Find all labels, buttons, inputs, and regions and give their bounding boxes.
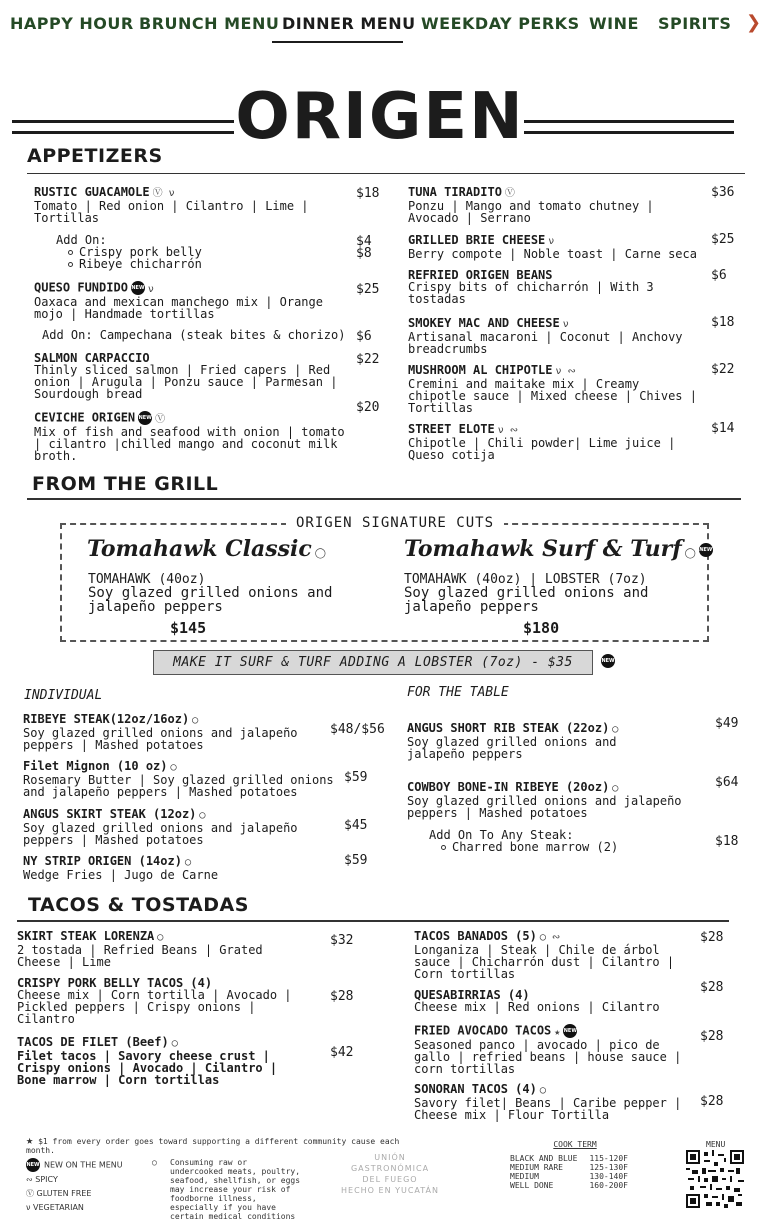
active-tab-underline (272, 41, 403, 43)
tomahawk-surf-desc: Soy glazed grilled onions and jalapeño peppers (404, 585, 649, 615)
new-badge-icon: NEW (26, 1158, 40, 1172)
surf-turf-banner: MAKE IT SURF & TURF ADDING A LOBSTER (7oz) - $35 (153, 650, 593, 675)
union-gastronomica-stamp: UNIÓN GASTRONÓMICA DEL FUEGO HECHO EN YUCATÁN (341, 1153, 439, 1195)
bullet-icon (68, 250, 73, 255)
star-icon: ★ (26, 1133, 34, 1147)
spicy-icon: ∾ (26, 1174, 33, 1184)
menu-item-smokey-mac: SMOKEY MAC AND CHEESE ν Artisanal macaroni | Coconut | Anchovy breadcrumbs (408, 316, 683, 356)
nut-icon: ◯ (192, 715, 199, 726)
qr-code-icon[interactable] (686, 1150, 744, 1208)
menu-item-ceviche-origen: CEVICHE ORIGEN NEW Ⓥ Mix of fish and seafood with onion | tomato | cilantro |chilled mango and coconut milk broth. (34, 410, 345, 463)
price-angus-skirt: $45 (344, 818, 368, 833)
gluten-free-icon: Ⓥ (504, 188, 515, 199)
nut-icon: ◯ (152, 1158, 157, 1167)
tomahawk-surf-name: Tomahawk Surf & Turf ◯ NEW (404, 536, 713, 562)
price-ribeye: $48/$56 (330, 722, 385, 737)
vegetarian-icon: ν (548, 236, 555, 247)
star-icon: ★ (554, 1026, 561, 1038)
price-bone-marrow: $18 (715, 834, 739, 849)
menu-item-tacos-de-filet: TACOS DE FILET (Beef) ◯ Filet tacos | Savory cheese crust | Crispy onions | Avocado | Cilantro | Bone marrow | Corn tortillas (17, 1035, 278, 1087)
header-rule-right-bottom (524, 131, 734, 134)
queso-addon: Add On: Campechana (steak bites & chorizo) (42, 328, 346, 342)
individual-heading: INDIVIDUAL (24, 688, 103, 703)
price-salmon-carpaccio: $22 (356, 352, 380, 367)
gluten-free-icon: Ⓥ ν (152, 188, 175, 199)
tomahawk-classic-desc: Soy glazed grilled onions and jalapeño peppers (88, 585, 333, 615)
price-fried-avocado-tacos: $28 (700, 1029, 724, 1044)
price-queso-fundido: $25 (356, 282, 380, 297)
footer-star-note: ★ $1 from every order goes toward supporting a different community cause each month. (26, 1133, 400, 1155)
menu-item-sonoran-tacos: SONORAN TACOS (4) ◯ Savory filet| Beans | Caribe pepper | Cheese mix | Flour Tortilla (414, 1082, 682, 1122)
menu-item-ny-strip: NY STRIP ORIGEN (14oz) ◯ Wedge Fries | Jugo de Carne (23, 854, 219, 882)
gluten-free-icon: Ⓥ (26, 1188, 34, 1198)
menu-item-grilled-brie: GRILLED BRIE CHEESE ν Berry compote | Noble toast | Carne seca (408, 233, 697, 261)
menu-item-queso-fundido: QUESO FUNDIDO NEW ν Oaxaca and mexican manchego mix | Orange mojo | Handmade tortillas (34, 280, 323, 321)
tomahawk-classic-sub: TOMAHAWK (40oz) (88, 572, 206, 587)
price-street-elote: $14 (711, 421, 735, 436)
header-rule-left-top (12, 120, 234, 123)
cook-term-table: COOK TERM BLACK AND BLUE 115-120F MEDIUM RARE 125-130F MEDIUM 130-140F WELL DONE 160-200F (510, 1140, 628, 1190)
tacos-divider (17, 920, 729, 922)
menu-item-skirt-lorenza: SKIRT STEAK LORENZA ◯ 2 tostada | Refried Beans | Grated Cheese | Lime (17, 929, 263, 969)
origen-logo (235, 76, 525, 156)
tomahawk-surf-sub: TOMAHAWK (40oz) | LOBSTER (7oz) (404, 572, 647, 587)
price-ny-strip: $59 (344, 853, 368, 868)
tab-brunch-menu[interactable]: BRUNCH MENU (139, 14, 280, 33)
menu-item-refried-beans: REFRIED ORIGEN BEANS Crispy bits of chicharrón | With 3 tostadas (408, 268, 654, 306)
price-grilled-brie: $25 (711, 232, 735, 247)
menu-item-ribeye: RIBEYE STEAK(12oz/16oz) ◯ Soy glazed grilled onions and jalapeño peppers | Mashed potatoes (23, 712, 298, 752)
nut-icon: ◯ (199, 810, 206, 821)
menu-item-mushroom-chipotle: MUSHROOM AL CHIPOTLE ν ∾ Cremini and maitake mix | Creamy chipotle sauce | Mixed cheese | Chives | Tortillas (408, 363, 697, 415)
appetizers-divider (27, 173, 745, 174)
header-rule-right-top (524, 120, 734, 123)
tab-spirits[interactable]: SPIRITS (658, 14, 732, 33)
nut-icon: ◯ (314, 548, 326, 559)
new-badge-icon: NEW (131, 281, 145, 295)
footer-consumption-warning: ◯ Consuming raw or undercooked meats, poultry, seafood, shellfish, or eggs may increase your risk of foodborne illness, especially if you have certain medical conditions (152, 1158, 301, 1221)
header-rule-left-bottom (12, 131, 234, 134)
nut-icon: ◯ (184, 857, 191, 868)
appetizers-heading: APPETIZERS (27, 145, 163, 167)
new-badge-icon: NEW (138, 411, 152, 425)
grill-heading: FROM THE GRILL (32, 473, 219, 495)
new-badge-icon: NEW (601, 654, 615, 668)
menu-item-short-rib: ANGUS SHORT RIB STEAK (22oz) ◯ Soy glazed grilled onions and jalapeño peppers (407, 721, 619, 761)
menu-item-pork-belly-tacos: CRISPY PORK BELLY TACOS (4) Cheese mix | Corn tortilla | Avocado | Pickled peppers | Crispy onions | Cilantro (17, 976, 292, 1026)
guacamole-addon: Add On: Crispy pork belly Ribeye chicharrón (56, 233, 202, 271)
tomahawk-classic-name: Tomahawk Classic ◯ (87, 536, 326, 562)
price-queso-addon: $6 (356, 329, 372, 344)
spicy-icon: ν ∾ (497, 425, 519, 436)
menu-item-tuna-tiradito: TUNA TIRADITO Ⓥ Ponzu | Mango and tomato chutney | Avocado | Serrano (408, 185, 654, 225)
price-pork-belly-tacos: $28 (330, 989, 354, 1004)
footer-legend: NEW NEW ON THE MENU ∾ SPICY Ⓥ GLUTEN FREE ν VEGETARIAN (26, 1158, 136, 1215)
vegetarian-icon: ν (562, 319, 569, 330)
price-short-rib: $49 (715, 716, 739, 731)
nut-icon: ◯ (612, 783, 619, 794)
tab-weekday-perks[interactable]: WEEKDAY PERKS (421, 14, 580, 33)
vegetarian-icon: ν (26, 1202, 31, 1212)
logo-text: ORIGEN (235, 80, 525, 154)
nut-icon: ◯ (170, 762, 177, 773)
spicy-icon: ◯ ∾ (539, 932, 561, 943)
grill-divider (27, 498, 741, 500)
menu-item-street-elote: STREET ELOTE ν ∾ Chipotle | Chili powder| Lime juice | Queso cotija (408, 422, 676, 462)
qr-label: MENU (706, 1140, 726, 1149)
price-refried-beans: $6 (711, 268, 727, 283)
price-tacos-de-filet: $42 (330, 1045, 354, 1060)
price-filet-mignon: $59 (344, 770, 368, 785)
price-ceviche-origen: $20 (356, 400, 380, 415)
price-skirt-lorenza: $32 (330, 933, 354, 948)
menu-item-cowboy-ribeye: COWBOY BONE-IN RIBEYE (20oz) ◯ Soy glazed grilled onions and jalapeño peppers | Mashed potatoes (407, 780, 682, 820)
spicy-icon: ν ∾ (555, 366, 576, 377)
tab-wine[interactable]: WINE (589, 14, 639, 33)
nut-icon: ◯ (684, 548, 696, 559)
nut-icon: ◯ (171, 1038, 178, 1049)
tab-happy-hour[interactable]: HAPPY HOUR (10, 14, 134, 33)
menu-item-filet-mignon: Filet Mignon (10 oz) ◯ Rosemary Butter | Soy glazed grilled onions and jalapeño peppers | Mashed potatoes (23, 759, 334, 799)
price-sonoran-tacos: $28 (700, 1094, 724, 1109)
for-the-table-heading: FOR THE TABLE (407, 685, 509, 700)
steak-addon: Add On To Any Steak: Charred bone marrow (2) (429, 828, 619, 854)
nut-icon: ◯ (157, 932, 164, 943)
price-mushroom-chipotle: $22 (711, 362, 735, 377)
new-badge-icon: NEW (563, 1024, 577, 1038)
price-tacos-banados: $28 (700, 930, 724, 945)
gluten-free-icon: Ⓥ (155, 413, 166, 425)
price-addon-chicharron: $8 (356, 246, 372, 261)
nut-icon: ◯ (539, 1085, 546, 1096)
tab-dinner-menu[interactable]: DINNER MENU (282, 14, 416, 33)
menu-item-salmon-carpaccio: SALMON CARPACCIO Thinly sliced salmon | Fried capers | Red onion | Arugula | Ponzu sauce | Parmesan | Sourdough bread (34, 351, 338, 401)
price-tuna-tiradito: $36 (711, 185, 735, 200)
price-rustic-guacamole: $18 (356, 186, 380, 201)
vegetarian-icon: ν (147, 283, 154, 295)
menu-nav (0, 0, 770, 46)
menu-item-angus-skirt: ANGUS SKIRT STEAK (12oz) ◯ Soy glazed grilled onions and jalapeño peppers | Mashed potatoes (23, 807, 298, 847)
bullet-icon (68, 262, 73, 267)
nut-icon: ◯ (612, 724, 619, 735)
price-quesabirrias: $28 (700, 980, 724, 995)
tomahawk-surf-price: $180 (523, 619, 560, 637)
menu-item-fried-avocado-tacos: FRIED AVOCADO TACOS ★ NEW Seasoned panco | avocado | pico de gallo | refried beans | house sauce | corn tortillas (414, 1023, 682, 1076)
tacos-heading: TACOS & TOSTADAS (28, 894, 249, 916)
signature-cuts-title: ORIGEN SIGNATURE CUTS (286, 515, 504, 531)
price-smokey-mac: $18 (711, 315, 735, 330)
chevron-right-icon[interactable]: ❯ (746, 12, 762, 33)
menu-item-quesabirrias: QUESABIRRIAS (4) Cheese mix | Red onions | Cilantro (414, 988, 660, 1014)
menu-item-rustic-guacamole: RUSTIC GUACAMOLE Ⓥ ν Tomato | Red onion | Cilantro | Lime | Tortillas (34, 185, 309, 225)
new-badge-icon: NEW (699, 543, 713, 557)
bullet-icon (441, 845, 446, 850)
menu-item-tacos-banados: TACOS BANADOS (5) ◯ ∾ Longaniza | Steak | Chile de árbol sauce | Chicharrón dust | Cilantro | Corn tortillas (414, 929, 675, 981)
price-cowboy-ribeye: $64 (715, 775, 739, 790)
tomahawk-classic-price: $145 (170, 619, 207, 637)
price-addon-pork-belly: $4 (356, 234, 372, 249)
